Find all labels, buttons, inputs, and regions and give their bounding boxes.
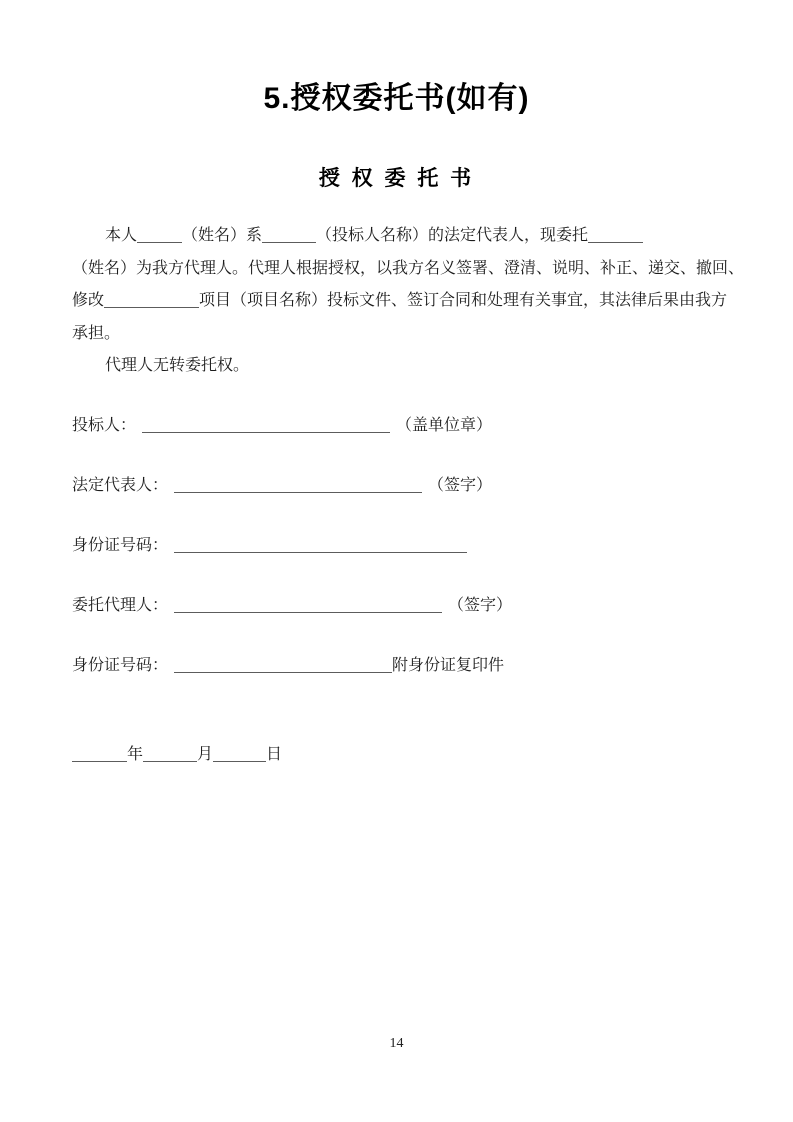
year-label: 年 bbox=[127, 745, 144, 763]
authorization-paragraph bbox=[72, 220, 745, 383]
id-copy-note: 附身份证复印件 bbox=[392, 656, 505, 674]
field-row-id-number-1 bbox=[72, 535, 735, 557]
legal-representative-blank-line[interactable] bbox=[174, 492, 422, 493]
paragraph-text: 项目（项目名称）投标文件、签订合同和处理有关事宜，其法律后果由我方 bbox=[199, 292, 728, 309]
day-blank-line[interactable] bbox=[213, 761, 266, 762]
paragraph-line bbox=[72, 285, 735, 318]
month-label: 月 bbox=[197, 745, 214, 763]
page-number: 14 bbox=[389, 1036, 404, 1051]
paragraph-text: （姓名）系 bbox=[182, 227, 263, 244]
paragraph-text: 代理人无转委托权。 bbox=[105, 357, 250, 374]
paragraph-line bbox=[72, 220, 735, 253]
bidder-blank-line[interactable] bbox=[142, 432, 390, 433]
paragraph-line bbox=[72, 253, 745, 286]
agent-name-blank-line[interactable] bbox=[588, 242, 643, 243]
principal-name-blank-line[interactable] bbox=[137, 242, 182, 243]
paragraph-text: 修改 bbox=[72, 292, 105, 309]
id-number-1-blank-line[interactable] bbox=[174, 552, 467, 553]
field-row-authorized-agent bbox=[72, 595, 735, 617]
date-line bbox=[72, 744, 735, 766]
paragraph-text: （姓名）为我方代理人。代理人根据授权，以我方名义签署、澄清、说明、补正、递交、撤回、 bbox=[72, 259, 745, 277]
day-label: 日 bbox=[266, 745, 283, 763]
paragraph-text: 本人 bbox=[105, 227, 138, 244]
field-row-id-number-2 bbox=[72, 655, 735, 677]
paragraph-line bbox=[72, 318, 735, 351]
month-blank-line[interactable] bbox=[143, 761, 197, 762]
id-number-2-blank-line[interactable] bbox=[174, 672, 392, 673]
section-title: 5.授权委托书(如有) bbox=[263, 82, 530, 115]
paragraph-text: （投标人名称）的法定代表人，现委托 bbox=[316, 227, 589, 244]
field-row-legal-representative bbox=[72, 475, 735, 497]
bidder-name-blank-line[interactable] bbox=[262, 242, 316, 243]
field-row-bidder bbox=[72, 415, 735, 437]
authorized-agent-label: 委托代理人： bbox=[72, 596, 169, 614]
legal-representative-signature-note: （签字） bbox=[428, 476, 493, 494]
id-number-1-label: 身份证号码： bbox=[72, 536, 169, 554]
legal-representative-label: 法定代表人： bbox=[72, 476, 169, 494]
id-number-2-label: 身份证号码： bbox=[72, 656, 169, 674]
bidder-seal-note: （盖单位章） bbox=[396, 416, 493, 434]
page-title: 授 权 委 托 书 bbox=[318, 167, 475, 190]
paragraph-text: 承担。 bbox=[72, 324, 121, 342]
bidder-label: 投标人： bbox=[72, 416, 137, 434]
authorized-agent-blank-line[interactable] bbox=[174, 612, 442, 613]
paragraph-line bbox=[72, 350, 735, 383]
project-name-blank-line[interactable] bbox=[104, 307, 199, 308]
authorized-agent-signature-note: （签字） bbox=[448, 596, 513, 614]
year-blank-line[interactable] bbox=[72, 761, 127, 762]
